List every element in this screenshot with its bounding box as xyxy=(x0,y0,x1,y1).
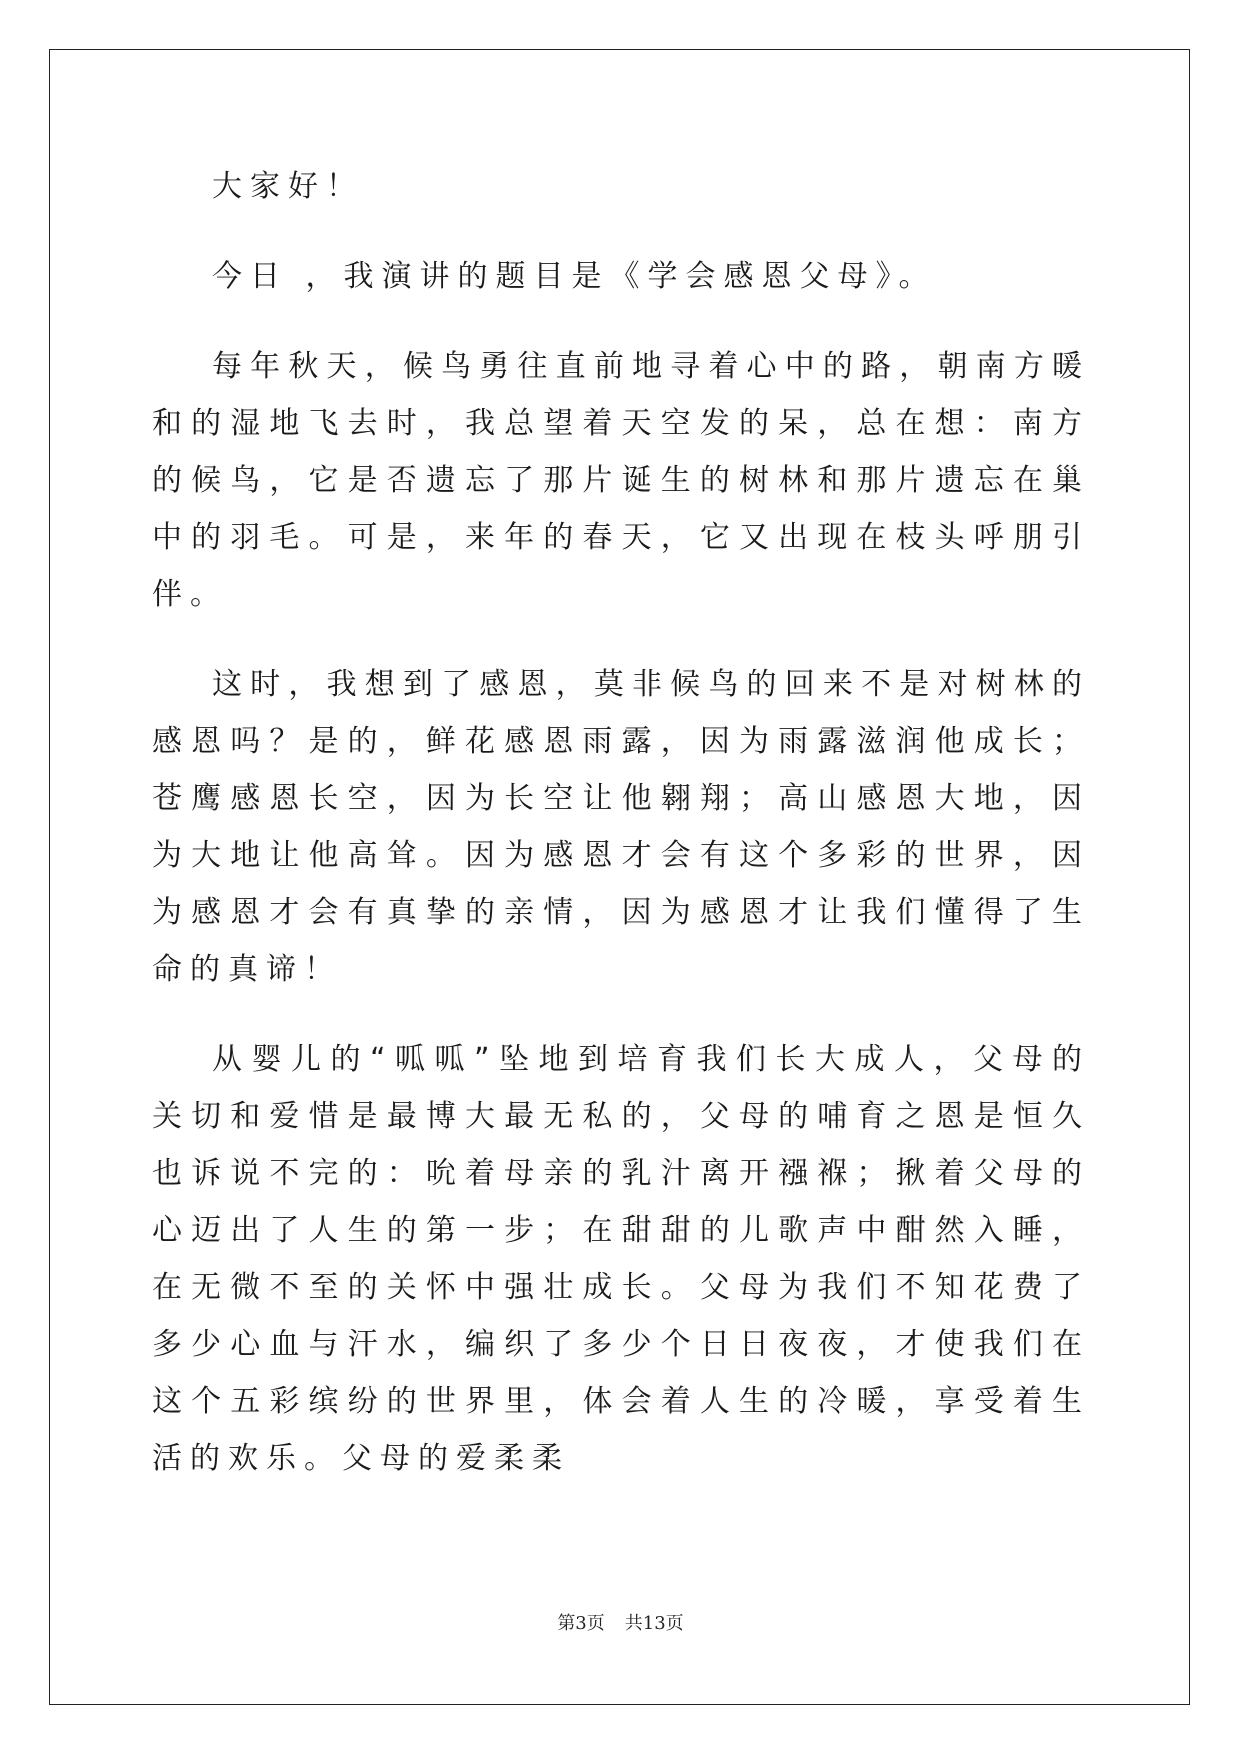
paragraph-topic: 今日 ，我演讲的题目是《学会感恩父母》。 xyxy=(212,259,937,294)
paragraph-migratory-birds: 每年秋天，候鸟勇往直前地寻着心中的路，朝南方暖和的湿地飞去时，我总望着天空发的呆，总在想：南方的候鸟，它是否遗忘了那片诞生的树林和那片遗忘在巢中的羽毛。可是，来年的春天，它又出现在枝头呼朋引伴。 xyxy=(152,349,1090,612)
paragraph-gratitude: 这时，我想到了感恩，莫非候鸟的回来不是对树林的感恩吗？是的，鲜花感恩雨露，因为雨露滋润他成长；苍鹰感恩长空，因为长空让他翱翔；高山感恩大地，因为大地让他高耸。因为感恩才会有这个多彩的世界，因为感恩才会有真挚的亲情，因为感恩才让我们懂得了生命的真谛！ xyxy=(152,667,1090,987)
document-body xyxy=(152,158,1090,1520)
paragraph-greeting: 大家好！ xyxy=(212,169,364,204)
page-number: 第3页 xyxy=(557,1613,605,1634)
page-total: 共13页 xyxy=(624,1613,684,1634)
page-footer xyxy=(0,1609,1241,1635)
paragraph-parents: 从婴儿的“呱呱”坠地到培育我们长大成人，父母的关切和爱惜是最博大最无私的，父母的哺育之恩是恒久也诉说不完的：吮着母亲的乳汁离开襁褓；揪着父母的心迈出了人生的第一步；在甜甜的儿歌声中酣然入睡，在无微不至的关怀中强壮成长。父母为我们不知花费了多少心血与汗水，编织了多少个日日夜夜，才使我们在这个五彩缤纷的世界里，体会着人生的冷暖，享受着生活的欢乐。父母的爱柔柔 xyxy=(152,1042,1090,1476)
